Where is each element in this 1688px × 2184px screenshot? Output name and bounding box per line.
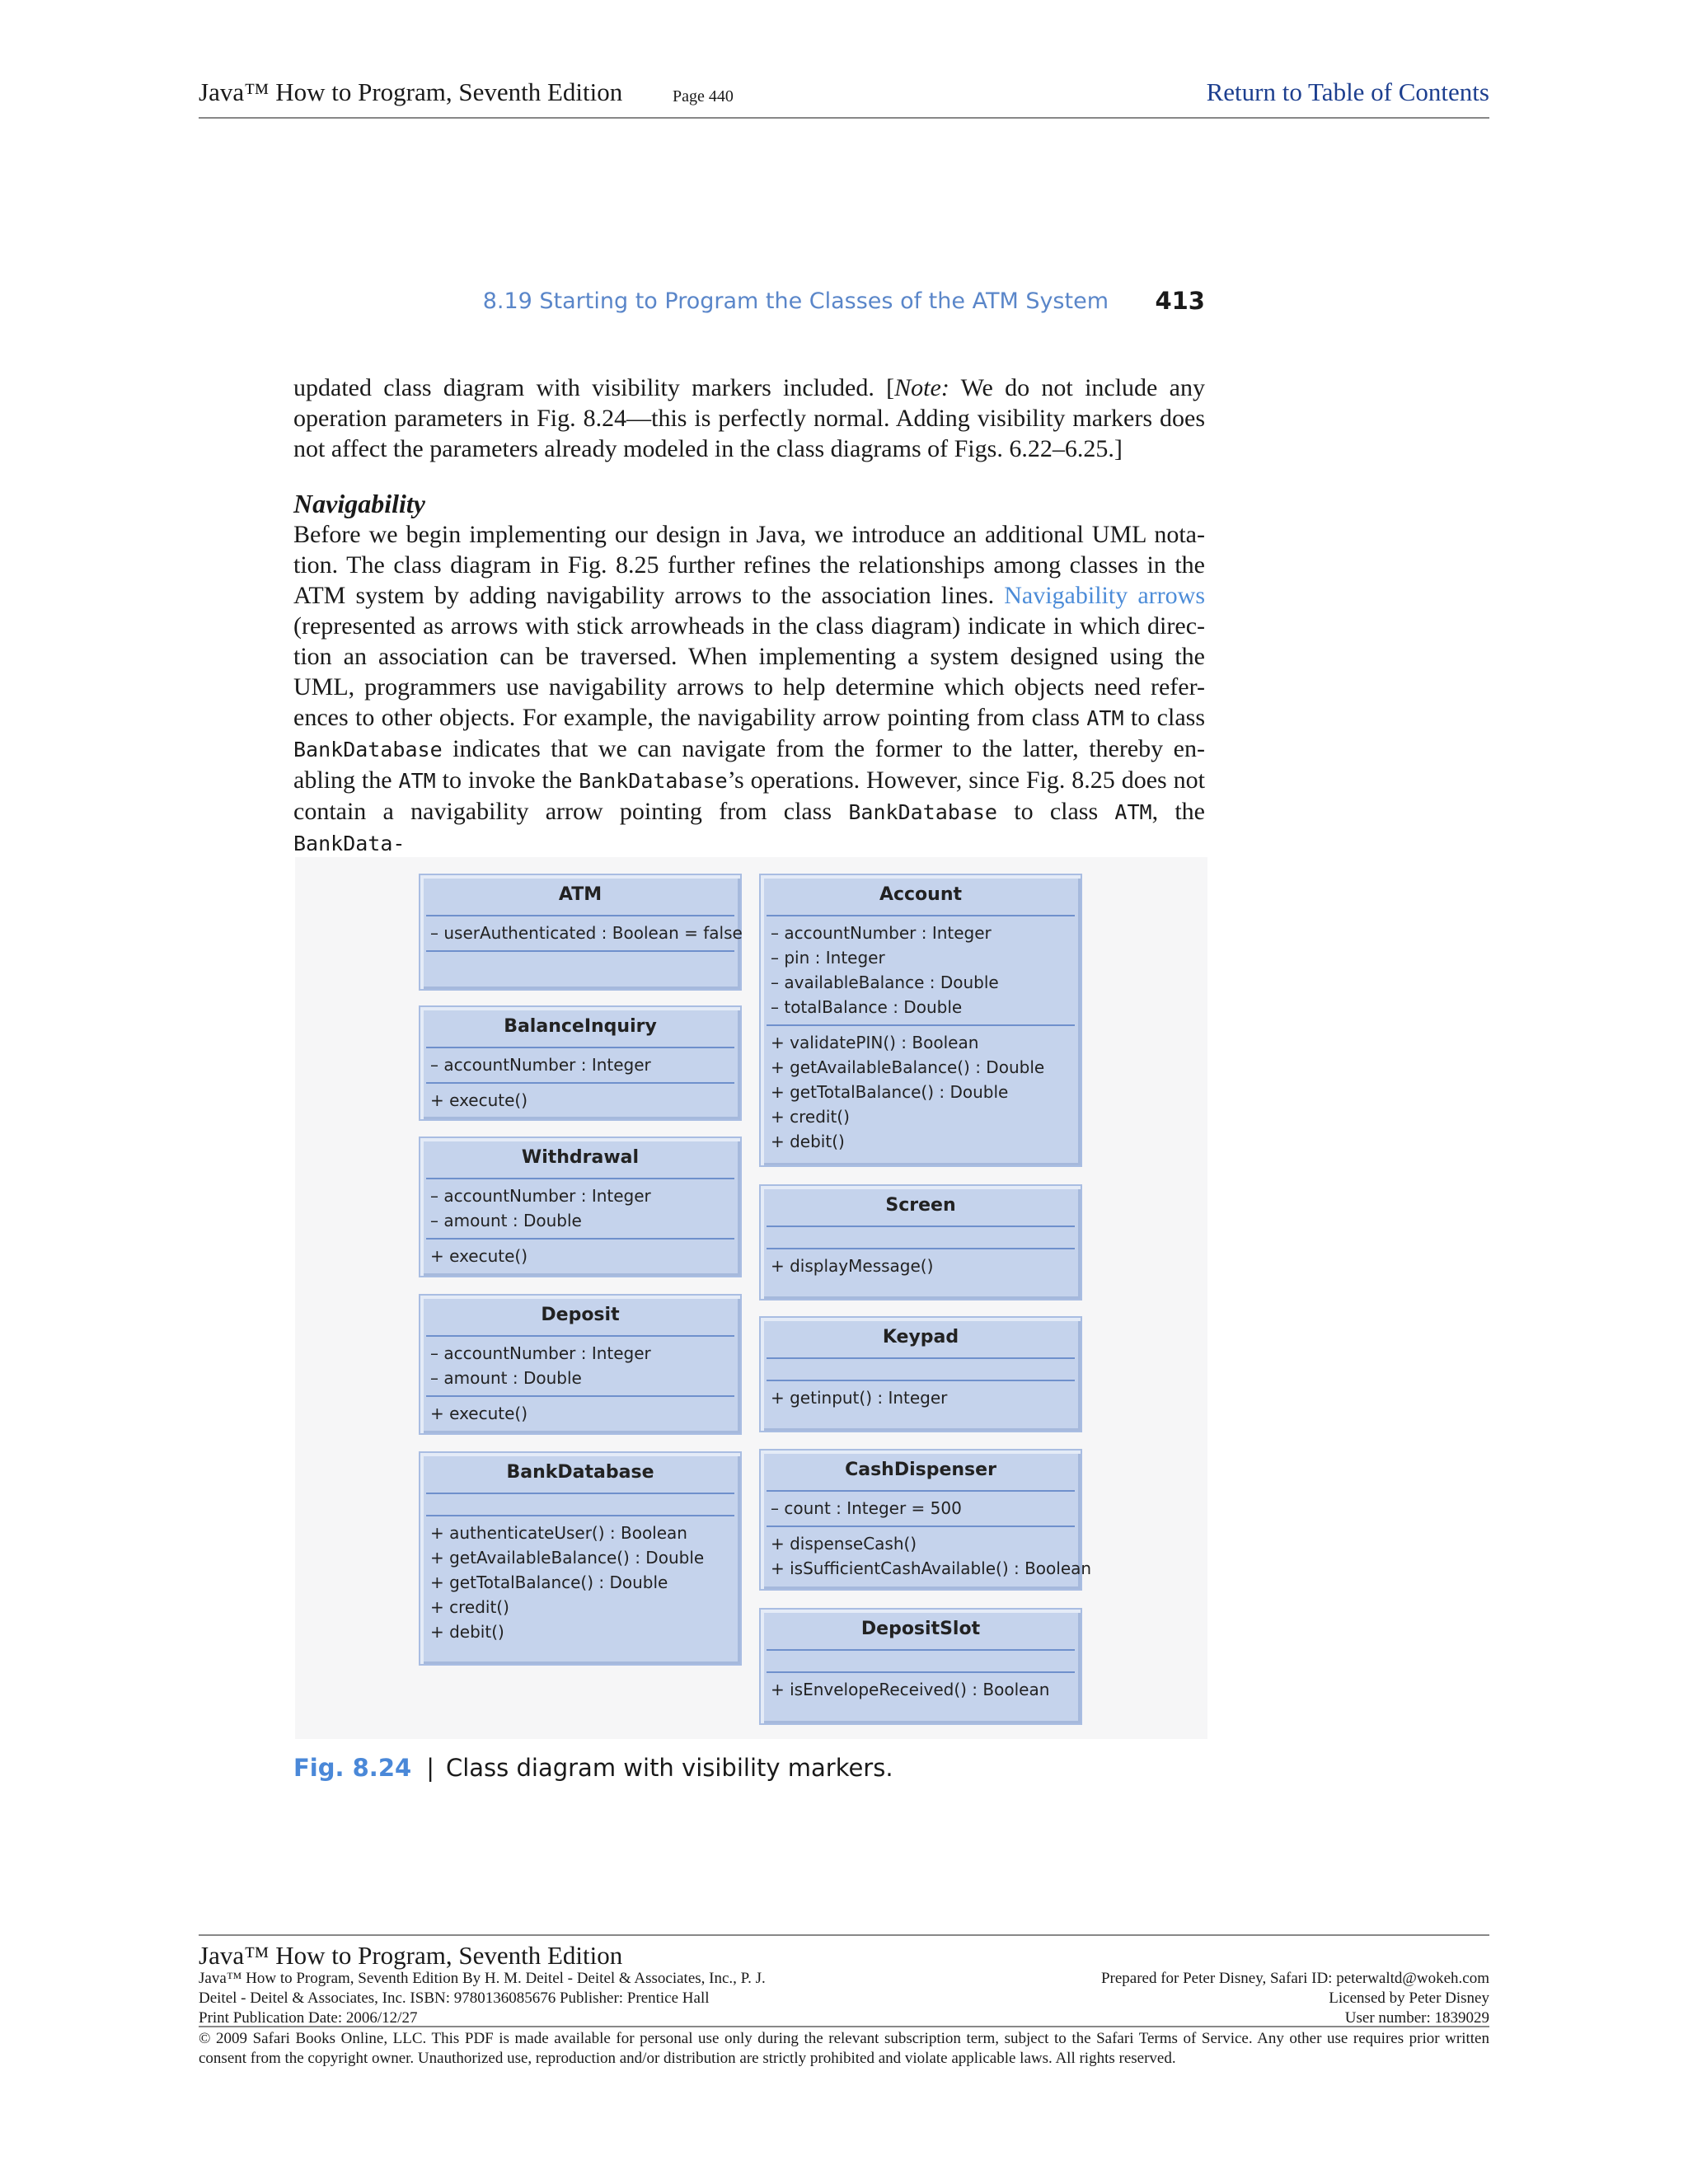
class-operations-compartment	[426, 1395, 734, 1431]
text-run: to class	[996, 798, 1115, 825]
class-operation: + dispenseCash()	[771, 1534, 917, 1554]
class-operation: + getTotalBalance() : Double	[771, 1082, 1009, 1102]
class-operations-compartment	[426, 950, 734, 972]
section-heading-navigability: Navigability	[293, 489, 425, 518]
class-operation: + isSufficientCashAvailable() : Boolean	[771, 1558, 1092, 1578]
text-run: (represented as arrows with stick arrowheads in the class diagram) indicate in which direc-tion an association can be traversed. When implementing a system designed using the UML, programmers use navigability arrows to help determine which objects need refer-ences to other objects. For example, the navigability arrow pointing from class	[293, 612, 1205, 731]
class-name: Withdrawal	[521, 1147, 640, 1168]
code-token: BankDatabase	[848, 800, 997, 824]
section-title: 8.19 Starting to Program the Classes of the ATM System	[482, 288, 1109, 314]
class-bank-database	[419, 1451, 742, 1666]
class-attribute: – pin : Integer	[771, 948, 885, 968]
class-attribute: – availableBalance : Double	[771, 972, 999, 992]
class-attributes-compartment	[426, 1335, 734, 1395]
class-attribute: – accountNumber : Integer	[430, 1343, 651, 1363]
return-to-toc-link[interactable]: Return to Table of Contents	[1206, 77, 1489, 106]
class-deposit	[419, 1294, 742, 1435]
class-operations-compartment	[767, 1380, 1075, 1415]
caption-text: Class diagram with visibility markers.	[445, 1754, 893, 1782]
class-cash-dispenser	[759, 1449, 1092, 1591]
code-token: BankData-	[293, 832, 406, 855]
class-name: BankDatabase	[506, 1462, 654, 1483]
class-attributes-compartment	[767, 1490, 1075, 1526]
class-attributes-compartment	[426, 1047, 734, 1082]
text-run: , the	[1151, 798, 1205, 825]
class-operations-compartment	[426, 1082, 734, 1118]
book-title: Java™ How to Program, Seventh Edition	[199, 77, 623, 106]
class-account	[759, 874, 1082, 1167]
footer-publication-date: Print Publication Date: 2006/12/27	[199, 2009, 418, 2027]
class-operation: + credit()	[771, 1107, 850, 1127]
code-token: BankDatabase	[293, 738, 443, 762]
footer-book-title: Java™ How to Program, Seventh Edition	[199, 1941, 623, 1970]
class-attribute: – accountNumber : Integer	[430, 1186, 651, 1206]
footer-isbn-line: Deitel - Deitel & Associates, Inc. ISBN: 9780136085676 Publisher: Prentice Hall	[199, 1990, 710, 2007]
class-operation: + isEnvelopeReceived() : Boolean	[771, 1680, 1050, 1699]
text-run: updated class diagram with visibility markers included. [	[293, 374, 895, 401]
class-attributes-compartment	[767, 915, 1075, 1024]
class-attribute: – amount : Double	[430, 1368, 582, 1388]
class-name: ATM	[558, 884, 603, 905]
code-token: BankDatabase	[579, 769, 728, 793]
page-reference: Page 440	[673, 87, 734, 105]
class-balance-inquiry	[419, 1005, 742, 1121]
note-label: Note:	[894, 374, 950, 401]
footer-prepared-for: Prepared for Peter Disney, Safari ID: peterwaltd@wokeh.com	[1100, 1970, 1489, 1987]
class-operation: + validatePIN() : Boolean	[771, 1033, 979, 1052]
class-operation: + getinput() : Integer	[771, 1388, 948, 1408]
class-attributes-compartment	[426, 1178, 734, 1238]
page-number: 413	[1155, 287, 1205, 315]
class-operation: + execute()	[430, 1404, 528, 1423]
copyright-notice: © 2009 Safari Books Online, LLC. This PDF is made available for personal use only during the relevant subscription term, subject to the Safari Terms of Service. Any other use requires prior written consent from the copyright owner. Unauthorized use, reproduction and/or distribution are strictly prohibited and violate applicable laws. All rights reserved.	[199, 2030, 1489, 2067]
class-attribute: – amount : Double	[430, 1211, 582, 1230]
class-operation: + getAvailableBalance() : Double	[430, 1548, 705, 1568]
running-head	[293, 288, 1205, 321]
class-attributes-compartment	[426, 915, 743, 950]
uml-class-diagram	[295, 857, 1207, 1739]
text-run: to invoke the	[435, 766, 579, 794]
class-name: Keypad	[882, 1327, 959, 1347]
class-attributes-compartment	[767, 1226, 1075, 1248]
footer-user-number: User number: 1839029	[1344, 2009, 1489, 2027]
class-name: BalanceInquiry	[504, 1016, 657, 1037]
text-run: ’s operations. However, since Fig. 8.25 does not contain a navigability arrow pointing from class	[293, 766, 1205, 825]
class-operations-compartment	[767, 1671, 1075, 1707]
class-operation: + debit()	[771, 1132, 845, 1151]
class-attribute: – count : Integer = 500	[771, 1498, 962, 1518]
code-token: ATM	[1086, 706, 1124, 730]
class-name: CashDispenser	[845, 1460, 996, 1480]
figure-caption	[293, 1754, 893, 1782]
class-deposit-slot	[759, 1608, 1082, 1725]
class-attributes-compartment	[767, 1357, 1075, 1380]
class-withdrawal	[419, 1137, 742, 1277]
footer-author-line: Java™ How to Program, Seventh Edition By H. M. Deitel - Deitel & Associates, Inc., P. J.	[199, 1970, 766, 1987]
paragraph-intro	[293, 373, 1205, 464]
key-term: Navigability arrows	[1004, 582, 1205, 609]
code-token: ATM	[398, 769, 436, 793]
class-operation: + credit()	[430, 1597, 509, 1617]
text-run: indicates that we can navigate from the former to the latter, thereby en-abling the	[293, 735, 1205, 794]
class-attribute: – accountNumber : Integer	[771, 923, 992, 943]
class-operation: + getAvailableBalance() : Double	[771, 1057, 1045, 1077]
code-token: ATM	[1114, 800, 1152, 824]
class-attribute: – accountNumber : Integer	[430, 1055, 651, 1075]
class-name: Deposit	[541, 1305, 620, 1325]
class-attributes-compartment	[767, 1649, 1075, 1671]
class-operation: + getTotalBalance() : Double	[430, 1572, 668, 1592]
class-operation: + authenticateUser() : Boolean	[430, 1523, 687, 1543]
class-screen	[759, 1184, 1082, 1301]
text-run: We do not include any operation parameters in Fig. 8.24—this is perfectly normal. Adding visibility markers does not affect the parameters already modeled in the class diagrams of Figs. 6.22–6.25.]	[293, 374, 1205, 462]
class-attribute: – totalBalance : Double	[771, 997, 963, 1017]
class-operation: + debit()	[430, 1622, 504, 1642]
class-attribute: – userAuthenticated : Boolean = false	[430, 923, 743, 943]
class-operation: + execute()	[430, 1090, 528, 1110]
class-name: Screen	[885, 1195, 956, 1216]
paragraph-navigability	[293, 519, 1205, 859]
text-run: Before we begin implementing our design in Java, we introduce an additional UML nota-tion. The class diagram in Fig. 8.25 further refines the relationships among classes in the ATM system by adding navigability arrows to the association lines.	[293, 521, 1205, 609]
class-name: Account	[879, 884, 963, 905]
text-run: to class	[1123, 704, 1205, 731]
class-operations-compartment	[767, 1024, 1075, 1159]
class-operation: + execute()	[430, 1246, 528, 1266]
class-operations-compartment	[426, 1238, 734, 1273]
caption-separator: |	[426, 1754, 434, 1782]
page-footer	[199, 1934, 1489, 2067]
class-name: DepositSlot	[860, 1619, 981, 1639]
class-keypad	[759, 1316, 1082, 1432]
footer-licensed-by: Licensed by Peter Disney	[1329, 1990, 1489, 2007]
class-operations-compartment	[767, 1248, 1075, 1283]
footer-divider	[199, 2026, 1489, 2027]
figure-label: Fig. 8.24	[293, 1754, 412, 1782]
page-header	[199, 77, 1489, 119]
class-operations-compartment	[426, 1515, 734, 1649]
class-operations-compartment	[767, 1526, 1092, 1586]
class-operation: + displayMessage()	[771, 1256, 934, 1276]
class-atm	[419, 874, 742, 991]
class-attributes-compartment	[426, 1493, 734, 1515]
